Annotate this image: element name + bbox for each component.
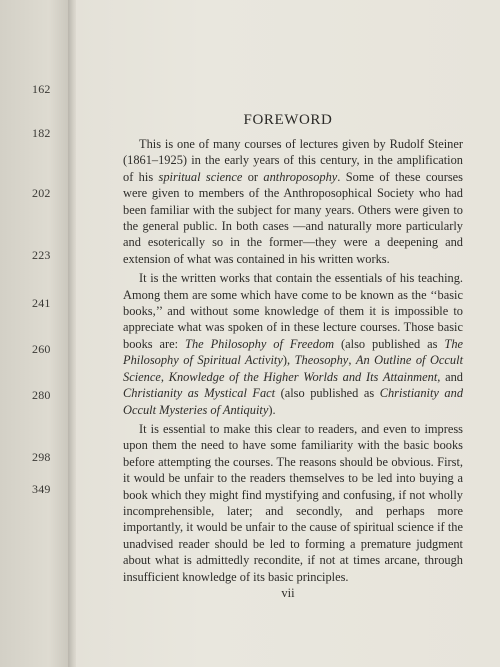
paragraph-text: It is essential to make this clear to readers, and even to impress upon them the need to have some familiarity with the basic books before attempting the courses. The reasons should be obvious. First, it would be unfair to the readers themselves to be led into buying a book which they might find mystifying and confusing, if not wholly incomprehensible, later; and secondly, and perhaps more importantly, it would be unfair to the cause of spiritual science if the unadvised reader should be led to forming a premature judgment about what is admittedly recondite, if not at times arcane, through insufficient knowledge of its basic principles. [123,421,463,584]
page-reference-number: 260 [32,342,51,356]
foreword-heading: FOREWORD [243,112,333,128]
paragraph-text: ). [268,402,276,417]
italic-title: anthroposophy [263,169,338,184]
italic-title: Christianity and Occult Mysteries of Antiquity [123,386,464,417]
italic-title: The Philosophy of Freedom [185,336,335,351]
paragraph-text: This is one of many courses of lectures given by Rudolf Steiner (1861–1925) in the early years of this century, in the amplification of his [123,137,463,184]
paragraph-text: , [348,353,356,368]
facing-page [0,0,70,667]
paragraph-text: . Some of these courses were given to members of the Anthroposophical Society who had been familiar with the subject for many years. Others were given to the general public. In both cases —and naturally more particularly and esoterically so in the former—they were a deepening and extension of what was contained in his written works. [123,169,463,266]
page-reference-number: 241 [32,296,51,310]
foreword-paragraph [123,270,463,418]
page-reference-number: 298 [32,450,51,464]
paragraph-text: , [160,369,169,384]
italic-title: Theosophy [294,353,349,368]
page-reference-number: 223 [32,248,51,262]
italic-title: The Philosophy of Spiritual Activity [123,336,464,368]
foreword-body [123,136,463,588]
paragraph-text: (also published as [334,336,445,351]
italic-title: Knowledge of the Higher Worlds and Its Attainment [168,369,438,384]
italic-title: Christianity as Mystical Fact [123,386,276,401]
paragraph-text: , and [437,369,463,384]
italic-title: spiritual science [158,169,243,184]
page-reference-number: 280 [32,388,51,402]
paragraph-text: (also published as [275,386,380,401]
page-reference-number: 349 [32,482,51,496]
page-reference-number: 162 [32,82,51,96]
italic-title: An Outline of Occult Science [123,353,464,384]
paragraph-text: or [242,169,264,184]
paragraph-text: ), [282,353,295,368]
foreword-paragraph [123,421,463,585]
paragraph-text: It is the written works that contain the essentials of his teaching. Among them are some which have come to be known as the ‘‘basic books,’’ and without some knowledge of them it is impossible to appreciate what was spoken of in these lecture courses. Those basic books are: [123,271,463,351]
page-reference-number: 182 [32,126,51,140]
foreword-paragraph [123,136,463,267]
page-reference-number: 202 [32,186,51,200]
page-number: vii [281,586,295,600]
